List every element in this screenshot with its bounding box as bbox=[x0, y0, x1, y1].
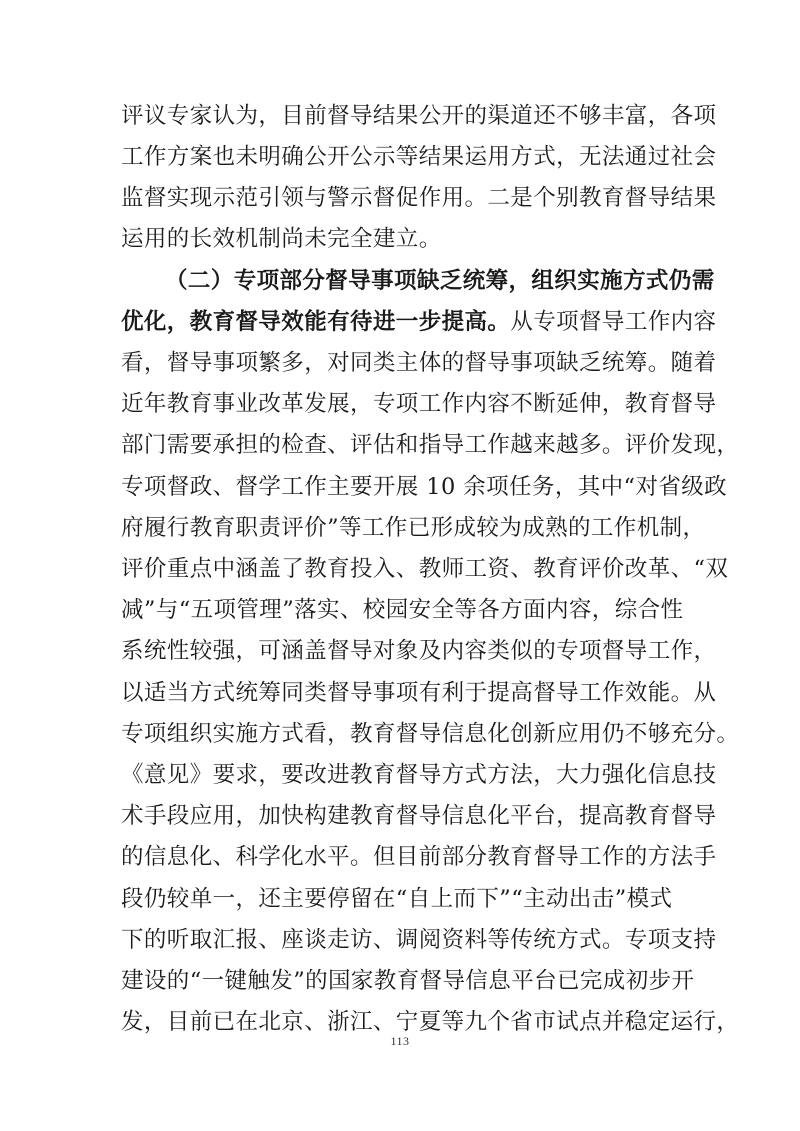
section-heading-line-2 bbox=[121, 307, 717, 337]
body-line-10: 专项督政、督学工作主要开展 10 余项任务，其中“对省级政 bbox=[121, 474, 728, 500]
body-line-8: 近年教育事业改革发展，专项工作内容不断延伸，教育督导 bbox=[121, 391, 717, 417]
body-line-2: 工作方案也未明确公开公示等结果运用方式，无法通过社会 bbox=[121, 144, 717, 170]
body-line-6-tail: 从专项督导工作内容 bbox=[510, 309, 717, 335]
body-line-12: 评价重点中涵盖了教育投入、教师工资、教育评价改革、“双 bbox=[121, 556, 729, 582]
section-heading-text: （二）专项部分督导事项缺乏统筹，组织实施方式仍需 bbox=[165, 268, 715, 294]
body-line-17: 《意见》要求，要改进教育督导方式方法，大力强化信息技 bbox=[121, 762, 717, 788]
page-number: 113 bbox=[390, 1034, 410, 1048]
body-line-3: 监督实现示范引领与警示督促作用。二是个别教育督导结果 bbox=[121, 185, 717, 211]
body-line-21: 下的听取汇报、座谈走访、调阅资料等传统方式。专项支持 bbox=[121, 927, 717, 953]
section-heading-line-1 bbox=[165, 266, 715, 296]
body-line-11: 府履行教育职责评价”等工作已形成较为成熟的工作机制， bbox=[121, 515, 706, 541]
section-heading-text-continued: 优化，教育督导效能有待进一步提高。 bbox=[121, 309, 511, 335]
body-line-23: 发，目前已在北京、浙江、宁夏等九个省市试点并稳定运行， bbox=[121, 1009, 740, 1035]
body-line-19: 的信息化、科学化水平。但目前部分教育督导工作的方法手 bbox=[121, 844, 717, 870]
body-line-7: 看，督导事项繁多，对同类主体的督导事项缺乏统筹。随着 bbox=[121, 350, 717, 376]
body-line-9: 部门需要承担的检查、评估和指导工作越来越多。评价发现， bbox=[121, 432, 740, 458]
body-line-13: 减”与“五项管理”落实、校园安全等各方面内容，综合性 bbox=[121, 597, 684, 623]
body-line-15: 以适当方式统筹同类督导事项有利于提高督导工作效能。从 bbox=[121, 680, 717, 706]
body-line-18: 术手段应用，加快构建教育督导信息化平台，提高教育督导 bbox=[121, 803, 717, 829]
body-line-4: 运用的长效机制尚未完全建立。 bbox=[121, 226, 442, 252]
body-line-16: 专项组织实施方式看，教育督导信息化创新应用仍不够充分。 bbox=[121, 721, 740, 747]
body-line-22: 建设的“一键触发”的国家教育督导信息平台已完成初步开 bbox=[121, 968, 695, 994]
body-line-14: 系统性较强，可涵盖督导对象及内容类似的专项督导工作， bbox=[121, 638, 717, 664]
body-line-1: 评议专家认为，目前督导结果公开的渠道还不够丰富，各项 bbox=[121, 103, 717, 129]
body-line-20: 段仍较单一，还主要停留在“自上而下”“主动出击”模式 bbox=[121, 886, 673, 912]
